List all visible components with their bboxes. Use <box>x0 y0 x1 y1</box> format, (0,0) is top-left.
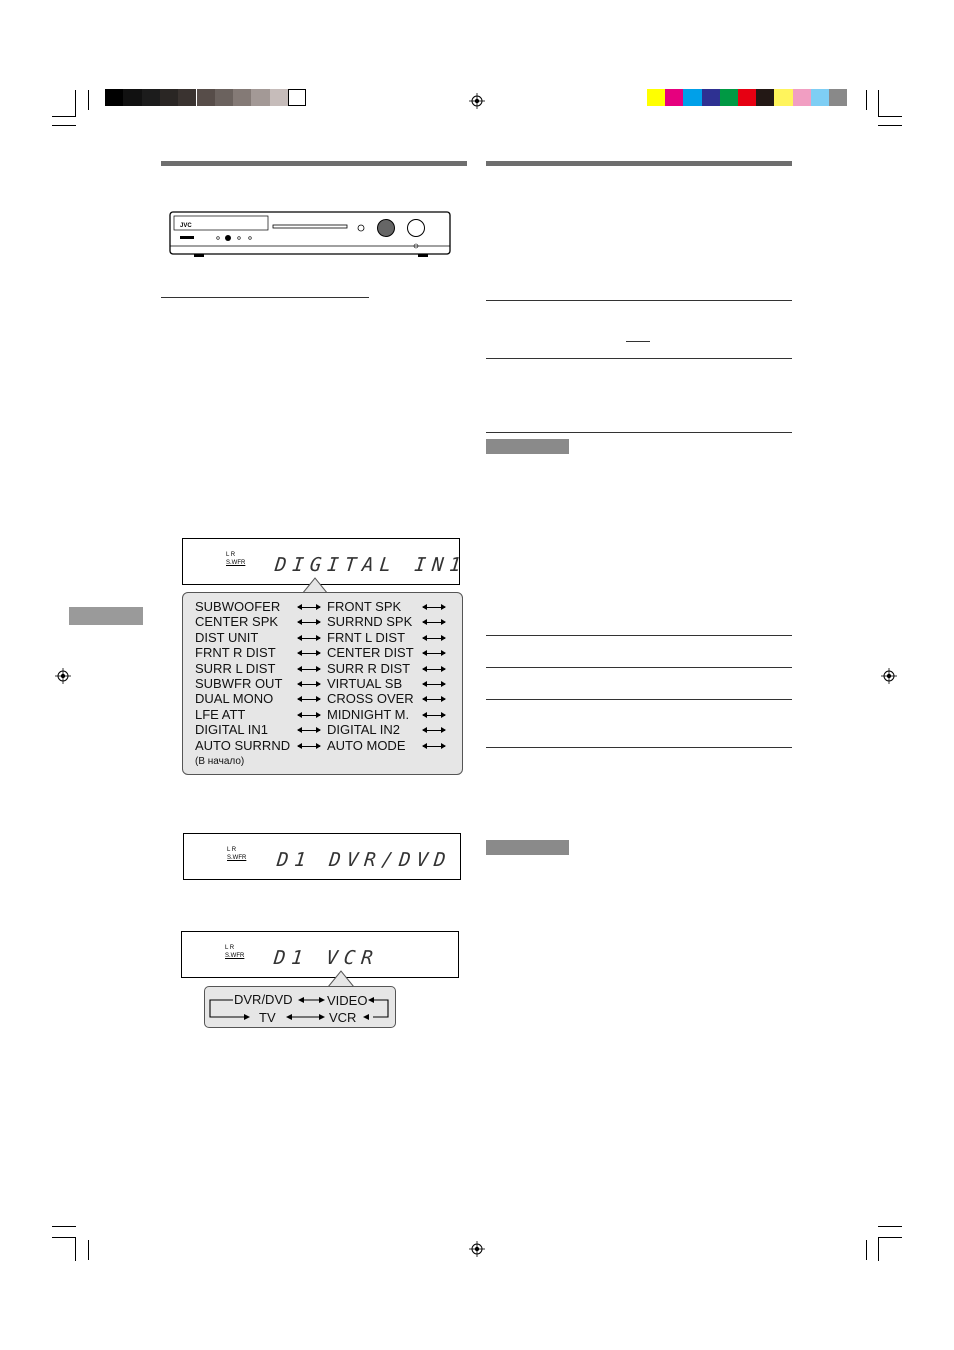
double-arrow-icon <box>423 669 445 670</box>
color-swatch <box>683 89 701 106</box>
note-label-bar <box>486 439 569 454</box>
double-arrow-icon <box>298 715 320 716</box>
color-swatch <box>793 89 811 106</box>
double-arrow-icon <box>423 638 445 639</box>
gray-swatch <box>160 89 178 106</box>
color-swatch <box>720 89 738 106</box>
gray-swatch <box>105 89 123 106</box>
gray-swatch <box>251 89 269 106</box>
channel-indicator: L R <box>225 945 235 951</box>
right-section-rule <box>486 667 792 668</box>
menu-item: AUTO SURRND <box>195 737 291 753</box>
menu-item: DIGITAL IN1 <box>195 722 268 738</box>
menu-item: FRNT L DIST <box>327 629 406 645</box>
color-swatch <box>647 89 665 106</box>
gray-swatch <box>288 89 306 106</box>
double-arrow-icon <box>423 746 445 747</box>
menu-item: SURR R DIST <box>327 660 411 676</box>
double-arrow-icon <box>423 730 445 731</box>
menu-item: CENTER DIST <box>327 645 414 661</box>
double-arrow-icon <box>298 622 320 623</box>
channel-indicator: L R <box>227 847 237 853</box>
right-section-rule <box>486 358 792 359</box>
double-arrow-icon <box>423 684 445 685</box>
gray-swatch <box>142 89 160 106</box>
color-swatch <box>702 89 720 106</box>
registration-mark-icon <box>55 668 71 684</box>
lcd-readout: D1 VCR <box>272 947 380 969</box>
right-section-rule <box>486 699 792 700</box>
channel-indicator: L R <box>226 552 236 558</box>
gray-swatch <box>178 89 196 106</box>
menu-item: FRNT R DIST <box>195 645 276 661</box>
color-swatch <box>811 89 829 106</box>
source-video: VIDEO <box>327 993 368 1008</box>
receiver-front-panel-illustration <box>168 208 454 262</box>
double-arrow-icon <box>423 699 445 700</box>
subwoofer-indicator: S.WFR <box>227 855 247 861</box>
dvr-display-panel <box>183 833 461 880</box>
color-swatch <box>774 89 792 106</box>
color-swatch <box>756 89 774 106</box>
color-swatch <box>829 89 847 106</box>
color-swatch <box>665 89 683 106</box>
menu-item: SUBWFR OUT <box>195 676 283 691</box>
right-section-rule <box>486 300 792 301</box>
double-arrow-icon <box>423 607 445 608</box>
double-arrow-icon <box>423 653 445 654</box>
note-label-bar <box>486 840 569 855</box>
menu-item: SURR L DIST <box>195 660 276 676</box>
settings-menu-panel <box>182 592 463 775</box>
registration-mark-icon <box>469 1241 485 1257</box>
lcd-readout: D1 DVR/DVD <box>275 849 453 871</box>
source-cycle-panel <box>204 986 396 1028</box>
double-arrow-icon <box>298 746 320 747</box>
gray-swatch <box>233 89 251 106</box>
menu-item: DIGITAL IN2 <box>327 722 400 738</box>
menu-footer-note: (В начало) <box>195 756 245 767</box>
double-arrow-icon <box>298 699 320 700</box>
left-column-header-bar <box>161 161 467 166</box>
gray-swatch <box>215 89 233 106</box>
double-arrow-icon <box>298 607 320 608</box>
right-section-rule <box>486 747 792 748</box>
gray-swatch <box>270 89 288 106</box>
right-section-rule <box>486 635 792 636</box>
gray-swatch <box>123 89 141 106</box>
registration-mark-icon <box>469 93 485 109</box>
source-vcr: VCR <box>329 1010 357 1025</box>
double-arrow-icon <box>298 730 320 731</box>
double-arrow-icon <box>298 669 320 670</box>
vcr-display-panel <box>181 931 459 978</box>
source-tv: TV <box>259 1010 276 1025</box>
menu-item: SUBWOOFER <box>195 599 281 614</box>
lcd-readout: DIGITAL IN1 <box>273 554 468 576</box>
menu-item: DUAL MONO <box>195 691 274 707</box>
double-arrow-icon <box>423 715 445 716</box>
double-arrow-icon <box>298 638 320 639</box>
menu-item: AUTO MODE <box>327 737 406 753</box>
language-side-tab <box>69 607 143 625</box>
gray-swatch <box>197 89 215 106</box>
menu-item: SURRND SPK <box>327 614 413 630</box>
menu-item: CROSS OVER <box>327 691 414 707</box>
source-dvr-dvd: DVR/DVD <box>234 992 293 1007</box>
menu-item: VIRTUAL SB <box>327 676 403 691</box>
double-arrow-icon <box>298 653 320 654</box>
subwoofer-indicator: S.WFR <box>226 560 246 566</box>
color-swatch <box>738 89 756 106</box>
menu-item: LFE ATT <box>195 706 246 722</box>
double-arrow-icon <box>298 684 320 685</box>
double-arrow-icon <box>423 622 445 623</box>
brand-logo: JVC <box>180 223 192 229</box>
menu-item: FRONT SPK <box>327 599 402 614</box>
menu-item: DIST UNIT <box>195 629 259 645</box>
right-section-rule <box>486 432 792 433</box>
subwoofer-indicator: S.WFR <box>225 953 245 959</box>
menu-item: MIDNIGHT M. <box>327 706 410 722</box>
left-section-rule <box>161 297 369 298</box>
right-column-header-bar <box>486 161 792 166</box>
short-underline-rule <box>626 341 650 342</box>
menu-item: CENTER SPK <box>195 614 279 630</box>
registration-mark-icon <box>881 668 897 684</box>
